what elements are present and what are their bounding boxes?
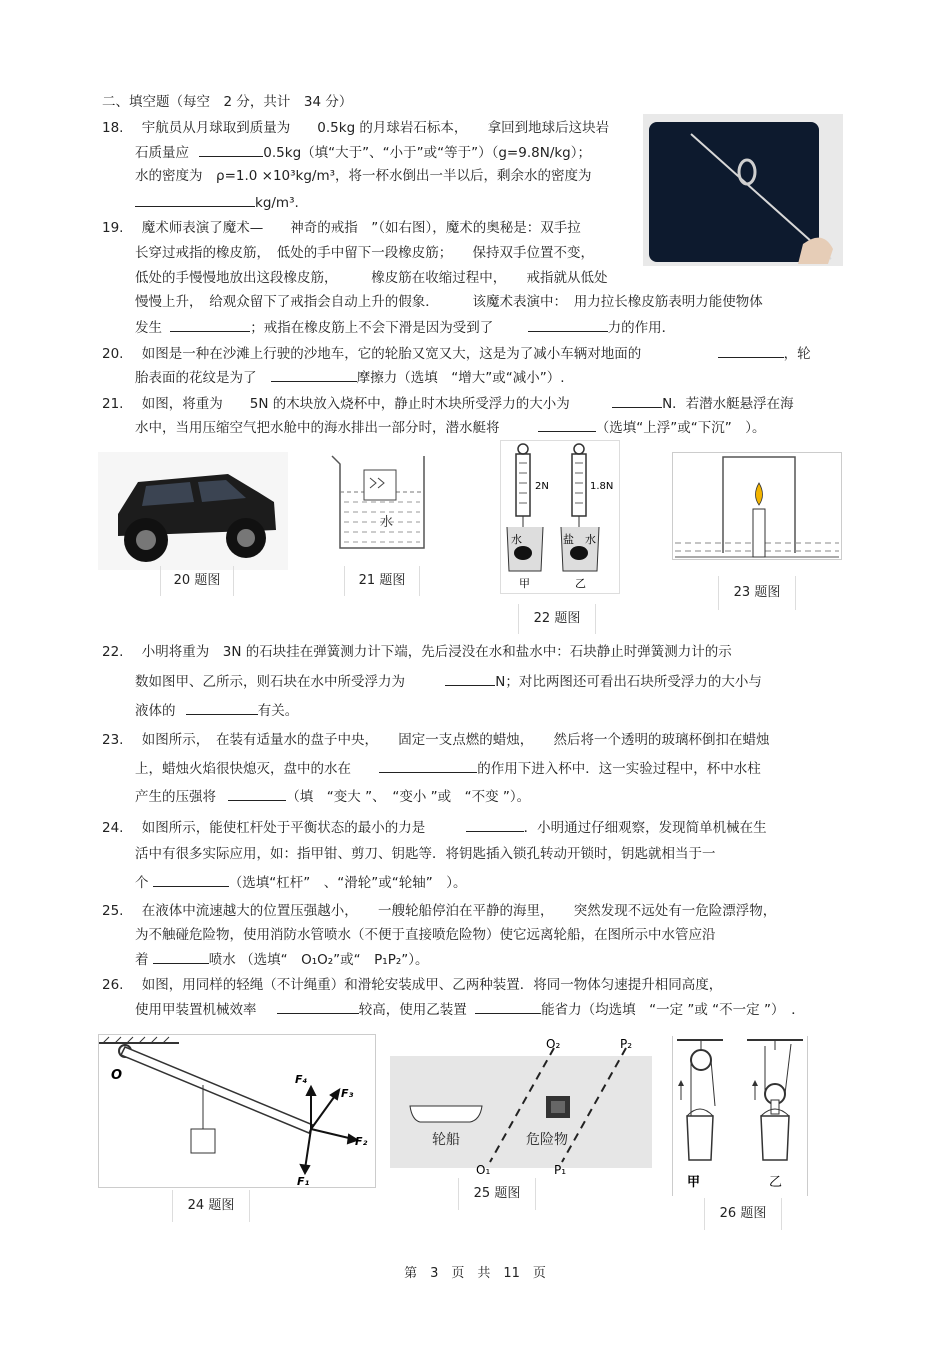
question-19-line2: 长穿过戒指的橡皮筋， 低处的手中留下一段橡皮筋； 保持双手位置不变， [135, 245, 594, 261]
answer-blank[interactable] [186, 700, 258, 715]
question-text: kg/m³. [255, 195, 299, 211]
question-number: 21. [102, 396, 124, 412]
ship-label: 轮船 [432, 1132, 460, 1148]
page-footer: 第 3 页 共 11 页 [404, 1266, 546, 1281]
question-number: 24. [102, 820, 124, 836]
answer-blank[interactable] [271, 367, 357, 382]
water-label: 水 [511, 533, 522, 546]
question-20-line2 [135, 367, 565, 388]
salt-water-label: 水 [585, 533, 596, 546]
caption-fig22: 22 题图 [518, 604, 596, 634]
question-22-line3 [135, 700, 298, 721]
question-text: 使用甲装置机械效率 [135, 1002, 257, 1018]
label-p2: P₂ [620, 1037, 633, 1051]
fig22-spring-scales [500, 440, 620, 594]
reading-yi: 1.8N [590, 481, 614, 492]
answer-blank[interactable] [135, 192, 255, 207]
question-text: （选填“杠杆” 、“滑轮”或“轮轴” ）。 [228, 875, 467, 891]
question-number: 19. [102, 220, 124, 236]
question-20 [102, 343, 811, 364]
question-text: N．若潜水艇悬浮在海 [662, 396, 794, 412]
question-23 [102, 730, 770, 750]
question-text: 力的作用． [607, 320, 676, 336]
question-25-line3 [135, 949, 429, 970]
fig24-lever [98, 1034, 376, 1188]
question-text: 发生 [135, 320, 162, 336]
answer-blank[interactable] [277, 999, 359, 1014]
question-24-line2: 活中有很多实际应用，如：指甲钳、剪刀、钥匙等．将钥匙插入锁孔转动开锁时，钥匙就相当于一 [135, 846, 716, 862]
question-21-line2 [135, 417, 766, 438]
question-text: 宇航员从月球取到质量为 0.5kg 的月球岩石标本， 拿回到地球后这块岩 [141, 120, 610, 136]
question-19 [102, 218, 581, 238]
question-text: 个 [135, 875, 149, 891]
question-19-line5 [135, 317, 675, 338]
question-text: 如图，用同样的轻绳（不计绳重）和滑轮安装成甲、乙两种装置．将同一物体匀速提升相同高度， [141, 977, 723, 993]
answer-blank[interactable] [466, 817, 524, 832]
label-yi: 乙 [769, 1175, 783, 1190]
question-text: 的作用下进入杯中．这一实验过程中，杯中水柱 [477, 761, 761, 777]
question-number: 23. [102, 732, 124, 748]
question-19-line4: 慢慢上升， 给观众留下了戒指会自动上升的假象． 该魔术表演中： 用力拉长橡皮筋表明力能使物体 [135, 294, 763, 310]
ring-magic-photo [643, 114, 843, 266]
question-text: （填 “变大 ”、 “变小 ”或 “不变 ”）。 [286, 789, 531, 805]
fig23-candle-cup [672, 452, 842, 560]
section-title: 二、填空题（每空 2 分，共计 34 分） [102, 94, 353, 110]
question-22 [102, 642, 732, 662]
question-18-line3: 水的密度为 ρ=1.0 ×10³kg/m³，将一杯水倒出一半以后，剩余水的密度为 [135, 168, 592, 184]
answer-blank[interactable] [170, 317, 250, 332]
caption-fig24: 24 题图 [172, 1190, 250, 1222]
question-23-line3 [135, 786, 530, 807]
answer-blank[interactable] [153, 949, 209, 964]
question-text: 胎表面的花纹是为了 [135, 370, 257, 386]
caption-fig25: 25 题图 [458, 1178, 536, 1210]
label-o1: O₁ [476, 1163, 491, 1176]
caption-fig23: 23 题图 [718, 576, 796, 610]
force-f4-label: F₄ [295, 1073, 308, 1086]
hazard-label: 危险物 [526, 1132, 568, 1148]
question-number: 22. [102, 644, 124, 660]
question-text: 能省力（均选填 “一定 ”或 “不一定 ”） ． [541, 1002, 805, 1018]
question-text: ；戒指在橡皮筋上不会下滑是因为受到了 [250, 320, 494, 336]
caption-fig20: 20 题图 [160, 566, 234, 596]
caption-fig26: 26 题图 [704, 1198, 782, 1230]
question-text: 水中，当用压缩空气把水舱中的海水排出一部分时，潜水艇将 [135, 420, 500, 436]
force-f2-label: F₂ [355, 1135, 368, 1148]
fig21-beaker [328, 452, 430, 552]
pivot-label: O [111, 1068, 123, 1083]
label-p1: P₁ [554, 1163, 567, 1176]
question-number: 25. [102, 903, 124, 919]
question-text: 上，蜡烛火焰很快熄灭，盘中的水在 [135, 761, 351, 777]
water-label: 水 [380, 515, 394, 530]
question-text: 有关。 [257, 703, 299, 719]
question-25-line2: 为不触碰危险物，使用消防水管喷水（不便于直接喷危险物）使它远离轮船，在图所示中水管应沿 [135, 927, 716, 943]
fig20-sand-car [98, 452, 288, 570]
question-25 [102, 901, 776, 921]
label-jia: 甲 [519, 577, 530, 590]
question-text: 产生的压强将 [135, 789, 216, 805]
question-24 [102, 817, 767, 838]
question-text: 在液体中流速越大的位置压强越小， 一艘轮船停泊在平静的海里， 突然发现不远处有一危险漂浮物， [141, 903, 777, 919]
question-18 [102, 118, 609, 138]
question-text: 较高，使用乙装置 [358, 1002, 467, 1018]
force-f1-label: F₁ [297, 1175, 310, 1187]
answer-blank[interactable] [228, 786, 286, 801]
question-number: 20. [102, 346, 124, 362]
label-yi: 乙 [575, 577, 586, 590]
question-text: 数如图甲、乙所示，则石块在水中所受浮力为 [135, 674, 405, 690]
force-f3-label: F₃ [341, 1087, 354, 1100]
question-18-line2 [135, 142, 591, 163]
question-text: ，轮 [783, 346, 811, 362]
answer-blank[interactable] [718, 343, 784, 358]
answer-blank[interactable] [153, 872, 229, 887]
question-text: 如图是一种在沙滩上行驶的沙地车，它的轮胎又宽又大，这是为了减小车辆对地面的 [141, 346, 642, 362]
question-text: 摩擦力（选填 “增大”或“减小”）. [356, 370, 565, 386]
reading-jia: 2N [535, 481, 549, 492]
question-23-line2 [135, 758, 761, 779]
question-number: 26. [102, 977, 124, 993]
question-21 [102, 393, 794, 414]
question-18-line4 [135, 192, 299, 213]
question-text: 喷水 （选填“ O₁O₂”或“ P₁P₂”）。 [208, 952, 429, 968]
question-text: 如图，将重为 5N 的木块放入烧杯中，静止时木块所受浮力的大小为 [141, 396, 570, 412]
salt-label: 盐 [563, 533, 574, 546]
question-text: （选填“上浮”或“下沉” ）。 [595, 420, 766, 436]
label-o2: O₂ [546, 1037, 561, 1051]
question-26-line2 [135, 999, 805, 1020]
question-26 [102, 975, 722, 995]
answer-blank[interactable] [199, 142, 263, 157]
question-text: ．小明通过仔细观察，发现简单机械在生 [523, 820, 767, 836]
question-text: N；对比两图还可看出石块所受浮力的大小与 [495, 674, 762, 690]
fig26-pulleys [672, 1036, 808, 1196]
question-24-line3 [135, 872, 467, 893]
answer-blank[interactable] [612, 393, 662, 408]
question-text: 0.5kg（填“大于”、“小于”或“等于”）（g=9.8N/kg）； [263, 145, 592, 161]
question-text: 石质量应 [135, 145, 189, 161]
caption-fig21: 21 题图 [344, 566, 420, 596]
question-text: 液体的 [135, 703, 176, 719]
question-text: 着 [135, 952, 149, 968]
answer-blank[interactable] [445, 671, 495, 686]
question-text: 小明将重为 3N 的石块挂在弹簧测力计下端，先后浸没在水和盐水中：石块静止时弹簧测力计的示 [141, 644, 732, 660]
answer-blank[interactable] [379, 758, 477, 773]
question-text: 如图所示， 在装有适量水的盘子中央， 固定一支点燃的蜡烛， 然后将一个透明的玻璃杯倒扣在蜡烛 [141, 732, 770, 748]
question-19-line3: 低处的手慢慢地放出这段橡皮筋， 橡皮筋在收缩过程中， 戒指就从低处 [135, 270, 608, 286]
question-text: 如图所示，能使杠杆处于平衡状态的最小的力是 [141, 820, 426, 836]
fig25-ship-hazard [386, 1036, 654, 1176]
question-text: 魔术师表演了魔术— 神奇的戒指 ”（如右图），魔术的奥秘是：双手拉 [141, 220, 581, 236]
question-number: 18. [102, 120, 124, 136]
answer-blank[interactable] [528, 317, 608, 332]
question-22-line2 [135, 671, 762, 692]
label-jia: 甲 [687, 1175, 701, 1190]
answer-blank[interactable] [538, 417, 596, 432]
answer-blank[interactable] [475, 999, 541, 1014]
